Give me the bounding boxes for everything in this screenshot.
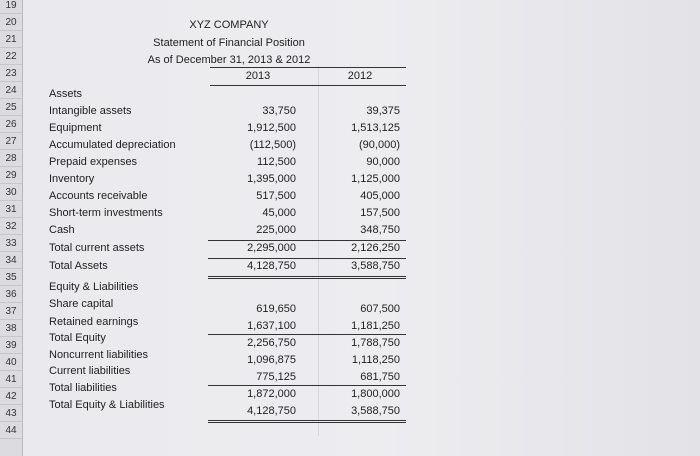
row-label: Inventory — [49, 173, 95, 185]
value-2012: 1,181,250 — [351, 320, 400, 332]
value-2012: 90,000 — [366, 156, 400, 168]
row-number[interactable]: 23 — [0, 65, 22, 82]
row-label: Intangible assets — [49, 105, 132, 117]
row-label: Prepaid expenses — [49, 156, 138, 168]
value-2012: (90,000) — [359, 139, 400, 151]
value-2012: 1,788,750 — [351, 337, 400, 349]
row-number[interactable]: 44 — [0, 422, 22, 439]
row-label: Equipment — [49, 122, 102, 134]
row-number[interactable]: 30 — [0, 184, 22, 201]
statement-title: Statement of Financial Position — [153, 37, 305, 49]
row-label: Current liabilities — [49, 365, 131, 377]
value-2012: 3,588,750 — [351, 405, 400, 417]
value-2013: 775,125 — [256, 371, 296, 383]
value-2013: 517,500 — [256, 190, 296, 202]
value-2013: 45,000 — [262, 207, 296, 219]
row-number[interactable]: 38 — [0, 320, 22, 337]
row-label: Total current assets — [49, 242, 145, 254]
row-number[interactable]: 20 — [0, 14, 22, 31]
row-number[interactable]: 37 — [0, 303, 22, 320]
value-2013: 112,500 — [257, 156, 296, 168]
row-label: Total Assets — [49, 260, 108, 272]
subtotal-rule — [208, 385, 406, 386]
value-2012: 405,000 — [360, 190, 400, 202]
double-underline — [208, 420, 406, 423]
header-bottom-line — [210, 85, 406, 86]
row-number[interactable]: 26 — [0, 116, 22, 133]
row-number[interactable]: 29 — [0, 167, 22, 184]
value-2013: 2,256,750 — [247, 337, 296, 349]
value-2013: 2,295,000 — [247, 242, 296, 254]
row-number[interactable]: 28 — [0, 150, 22, 167]
row-number[interactable]: 21 — [0, 31, 22, 48]
value-2012: 681,750 — [360, 371, 400, 383]
row-number[interactable]: 19 — [0, 0, 22, 14]
row-number[interactable]: 34 — [0, 252, 22, 269]
value-2012: 607,500 — [360, 303, 400, 315]
row-number[interactable]: 43 — [0, 405, 22, 422]
equity-heading: Equity & Liabilities — [49, 281, 139, 293]
assets-heading: Assets — [49, 88, 83, 100]
value-2013: 1,395,000 — [247, 173, 296, 185]
row-number[interactable]: 42 — [0, 388, 22, 405]
row-label: Short-term investments — [49, 207, 163, 219]
value-2013: 1,096,875 — [247, 354, 296, 366]
value-2013: 1,872,000 — [247, 388, 296, 400]
statement-period: As of December 31, 2013 & 2012 — [147, 54, 311, 66]
row-label: Share capital — [49, 298, 114, 310]
value-2013: 225,000 — [256, 224, 296, 236]
company-name: XYZ COMPANY — [189, 19, 269, 31]
value-2013: 4,128,750 — [247, 405, 296, 417]
value-2012: 1,118,250 — [351, 354, 400, 366]
subtotal-rule — [208, 334, 406, 335]
row-label: Total Equity & Liabilities — [49, 399, 165, 411]
value-2013: (112,500) — [249, 139, 296, 151]
row-number[interactable]: 32 — [0, 218, 22, 235]
row-number[interactable]: 40 — [0, 354, 22, 371]
row-label: Cash — [49, 224, 75, 236]
value-2012: 348,750 — [360, 224, 400, 236]
value-2012: 1,125,000 — [351, 173, 400, 185]
value-2012: 157,500 — [360, 207, 400, 219]
row-header-column — [0, 0, 23, 456]
row-number[interactable]: 35 — [0, 269, 22, 286]
value-2012: 39,375 — [366, 105, 400, 117]
row-label: Accumulated depreciation — [49, 139, 176, 151]
year-2012-header: 2012 — [347, 70, 373, 82]
header-underline — [210, 67, 406, 68]
year-2013-header: 2013 — [245, 70, 271, 82]
value-2013: 619,650 — [256, 303, 296, 315]
row-number[interactable]: 33 — [0, 235, 22, 252]
value-2012: 3,588,750 — [351, 260, 400, 272]
value-2013: 4,128,750 — [247, 260, 296, 272]
row-number[interactable]: 41 — [0, 371, 22, 388]
value-2012: 2,126,250 — [351, 242, 400, 254]
row-number[interactable]: 39 — [0, 337, 22, 354]
row-number[interactable]: 22 — [0, 48, 22, 65]
value-2013: 1,637,100 — [247, 320, 296, 332]
row-label: Accounts receivable — [49, 190, 148, 202]
value-2013: 1,912,500 — [247, 122, 296, 134]
row-number[interactable]: 36 — [0, 286, 22, 303]
double-underline — [208, 276, 406, 279]
row-label: Retained earnings — [49, 316, 139, 328]
row-label: Noncurrent liabilities — [49, 349, 149, 361]
row-number[interactable]: 25 — [0, 99, 22, 116]
row-number[interactable]: 31 — [0, 201, 22, 218]
value-2013: 33,750 — [262, 105, 296, 117]
value-2012: 1,800,000 — [351, 388, 400, 400]
value-2012: 1,513,125 — [351, 122, 400, 134]
row-number[interactable]: 27 — [0, 133, 22, 150]
row-number[interactable]: 24 — [0, 82, 22, 99]
row-label: Total liabilities — [49, 382, 117, 394]
row-label: Total Equity — [49, 332, 106, 344]
